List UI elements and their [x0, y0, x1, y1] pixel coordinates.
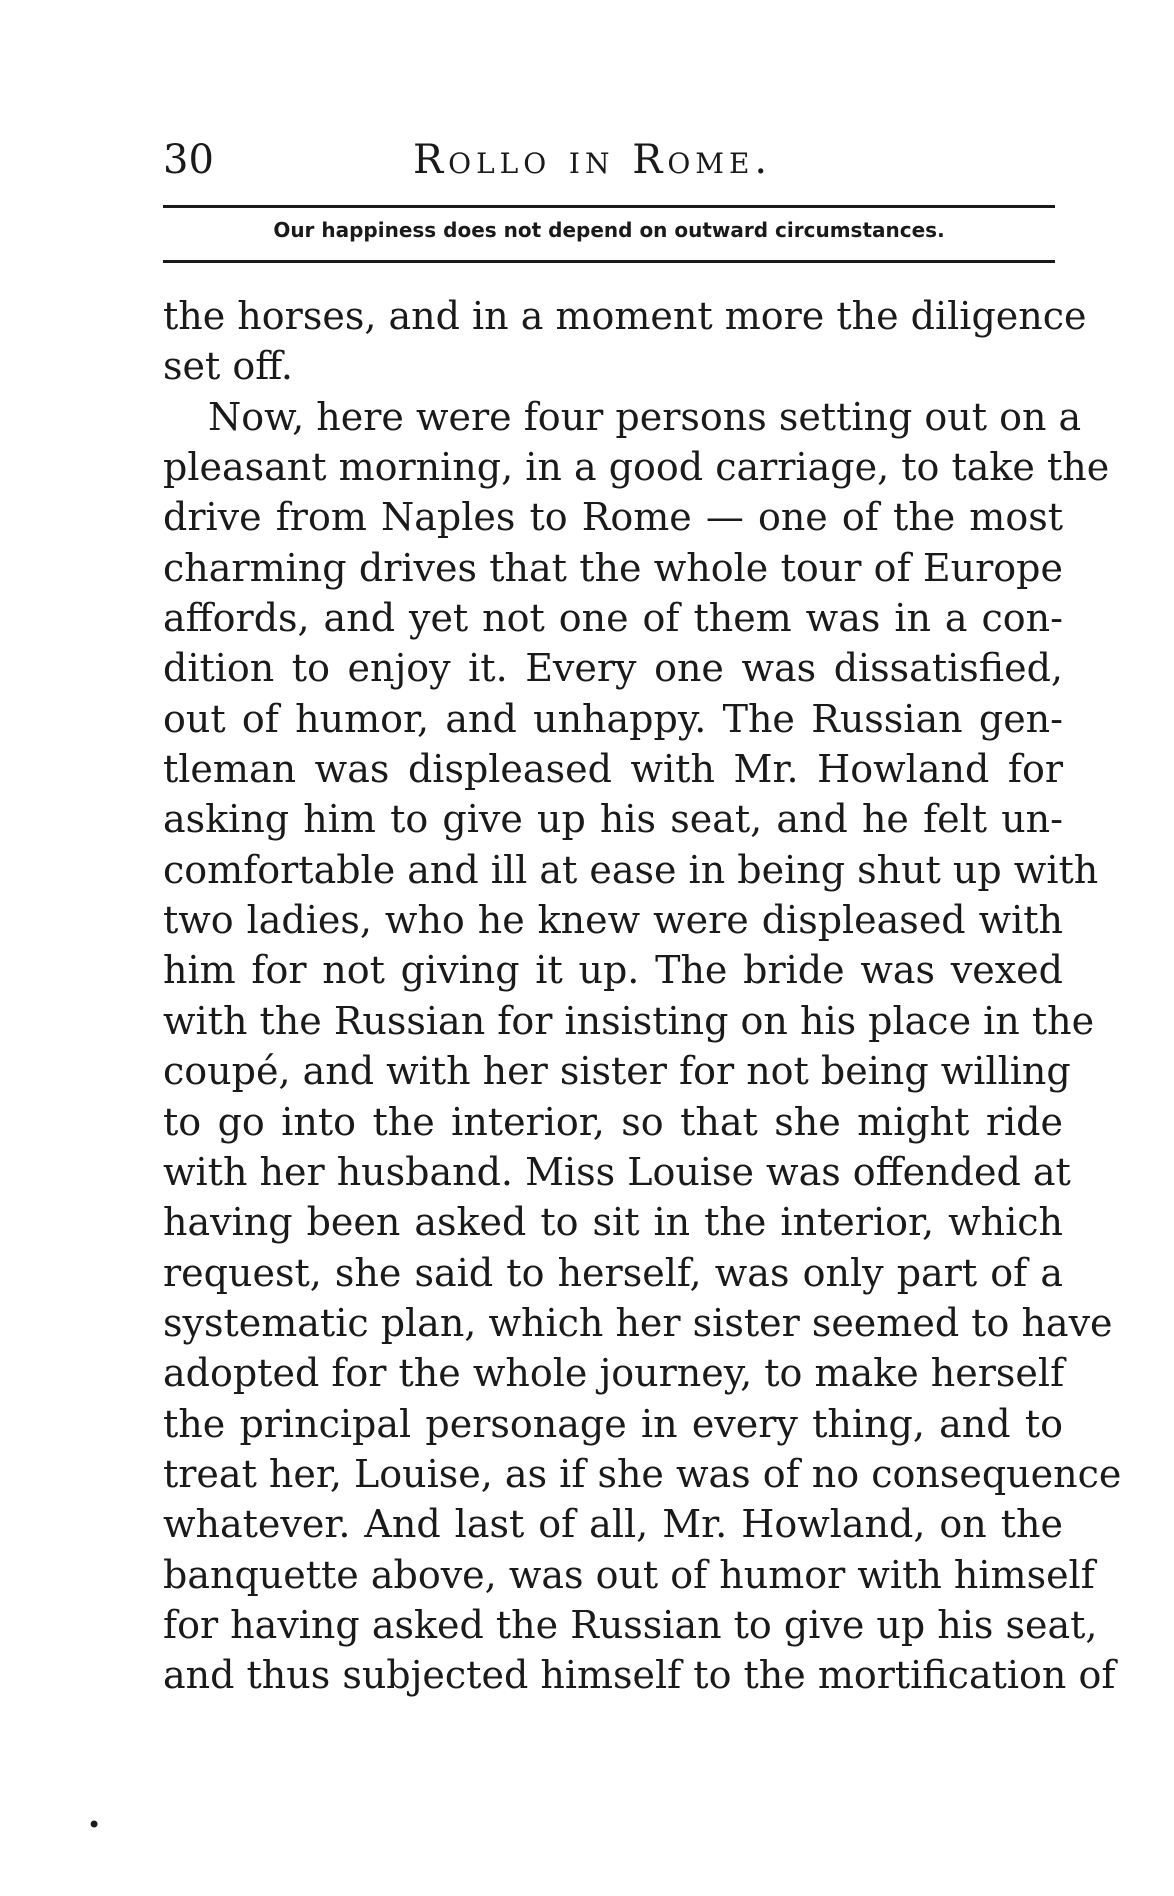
book-title: Rollo in Rome.	[413, 137, 773, 183]
text-line: tleman was displeased with Mr. Howland for	[163, 747, 1063, 792]
text-line: coupé, and with her sister for not being willing	[163, 1049, 1071, 1094]
text-line: pleasant morning, in a good carriage, to take the	[163, 445, 1110, 490]
text-line: and thus subjected himself to the mortification of	[163, 1653, 1116, 1698]
text-line: affords, and yet not one of them was in a con-	[163, 596, 1063, 641]
text-line: banquette above, was out of humor with himself	[163, 1552, 1095, 1597]
text-line: charming drives that the whole tour of Europe	[163, 545, 1063, 590]
paragraph-first-line: Now, here were four persons setting out on a	[208, 394, 1082, 439]
text-line: with her husband. Miss Louise was offended at	[163, 1149, 1071, 1194]
text-line: set off.	[163, 344, 293, 389]
text-line: treat her, Louise, as if she was of no consequence	[163, 1451, 1122, 1496]
margin-dot-mark: •	[87, 1811, 102, 1839]
header-rule-top	[163, 205, 1055, 208]
chapter-caption: Our happiness does not depend on outward circumstances.	[273, 218, 945, 242]
text-line: drive from Naples to Rome — one of the most	[163, 495, 1063, 540]
text-line: the horses, and in a moment more the diligence	[163, 294, 1087, 338]
text-line: asking him to give up his seat, and he felt un-	[163, 797, 1063, 842]
text-line: the principal personage in every thing, and to	[163, 1401, 1063, 1446]
text-line: two ladies, who he knew were displeased with	[163, 898, 1063, 943]
text-line: systematic plan, which her sister seemed to have	[163, 1300, 1113, 1345]
text-line: whatever. And last of all, Mr. Howland, on the	[163, 1502, 1063, 1547]
text-line: him for not giving it up. The bride was vexed	[163, 948, 1063, 993]
text-line: comfortable and ill at ease in being shut up with	[163, 847, 1099, 892]
body-text	[163, 291, 1122, 1701]
text-line: to go into the interior, so that she might ride	[163, 1099, 1063, 1144]
text-line: for having asked the Russian to give up his seat,	[163, 1602, 1098, 1647]
text-line: out of humor, and unhappy. The Russian gen-	[163, 696, 1063, 741]
text-line: request, she said to herself, was only part of a	[163, 1250, 1063, 1295]
text-line: adopted for the whole journey, to make herself	[163, 1351, 1065, 1396]
header-rule-bottom	[163, 260, 1055, 263]
text-line: with the Russian for insisting on his place in the	[163, 998, 1095, 1043]
page-number: 30	[163, 137, 214, 183]
text-line: dition to enjoy it. Every one was dissatisfied,	[163, 646, 1063, 691]
running-head	[163, 136, 1055, 186]
text-line: having been asked to sit in the interior, which	[163, 1200, 1063, 1245]
